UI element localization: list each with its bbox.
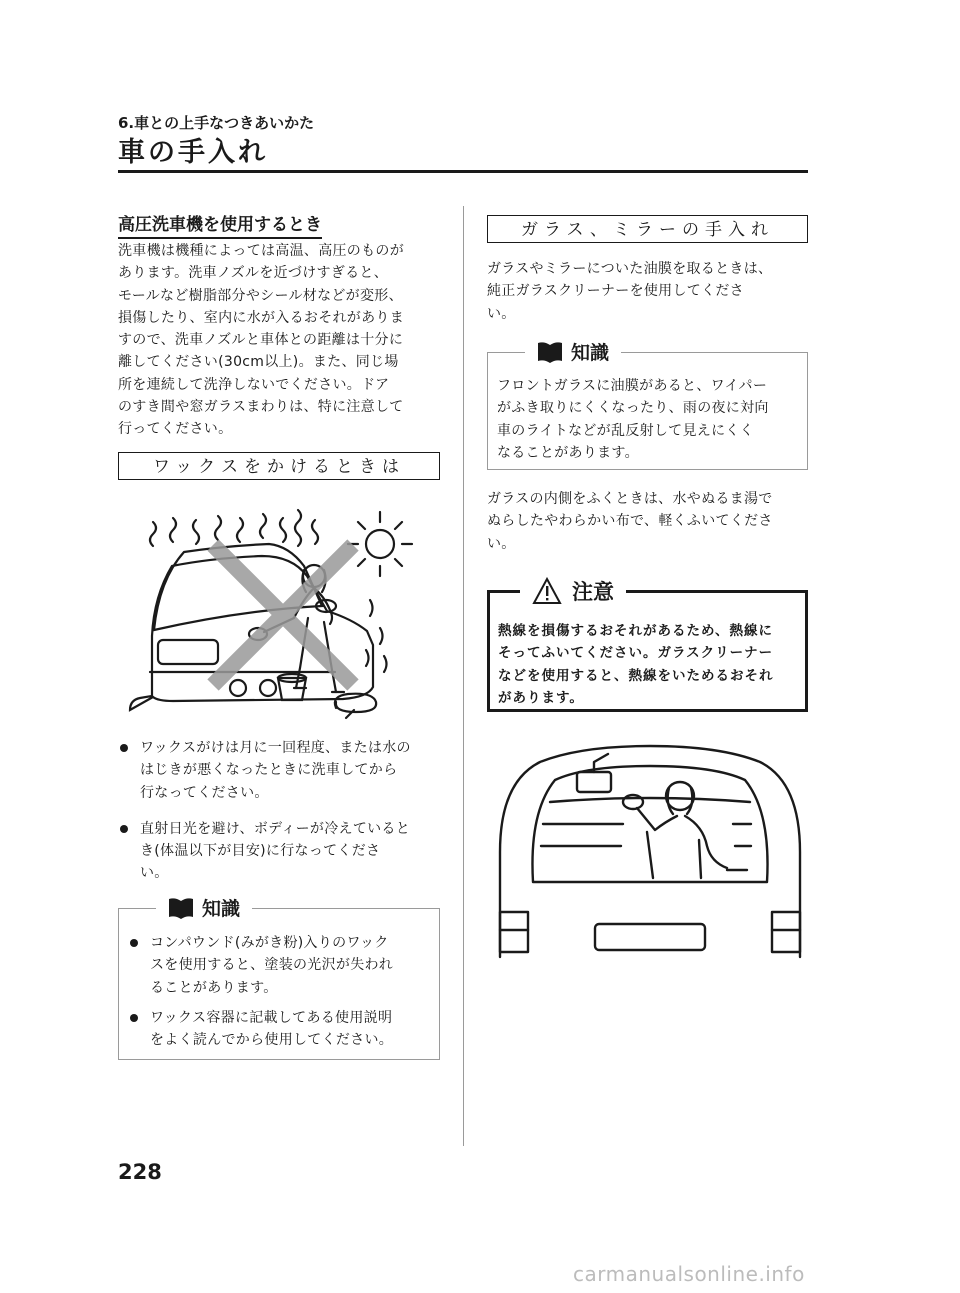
text-line: 損傷したり、室内に水が入るおそれがありま <box>118 309 404 326</box>
text-line: ワックスがけは月に一回程度、または水の <box>140 740 411 756</box>
text-line: い。 <box>487 305 516 322</box>
text-line: スを使用すると、塗装の光沢が失われ <box>150 957 394 974</box>
text-line: き(体温以下が目安)に行なってくださ <box>140 843 381 860</box>
text-line: 直射日光を避け、ボディーが冷えていると <box>140 820 411 837</box>
text-line: のすき間や窓ガラスまわりは、特に注意して <box>118 399 404 416</box>
text-line: をよく読んでから使用してください。 <box>150 1032 394 1049</box>
glass-info-label <box>525 338 621 365</box>
book-icon <box>168 896 194 920</box>
text-line: なることがあります。 <box>497 444 639 461</box>
rear-window-cleaning-illustration <box>495 742 805 960</box>
text-line: ることがあります。 <box>150 979 278 996</box>
text-line: 洗車機は機種によっては高温、高圧のものが <box>118 243 404 259</box>
text-line: 所を連続して洗浄しないでください。ドア <box>118 376 390 393</box>
pressure-washer-heading: 高圧洗車機を使用するとき <box>118 210 322 239</box>
text-line: 離してください(30cm以上)。また、同じ場 <box>118 354 399 371</box>
chapter-heading: 6.車との上手なつきあいかた <box>118 114 315 132</box>
text-line: コンパウンド(みがき粉)入りのワック <box>150 935 389 951</box>
book-icon <box>537 340 563 364</box>
info-label-text: 知識 <box>202 898 241 920</box>
text-line: 熱線を損傷するおそれがあるため、熱線に <box>498 623 773 639</box>
text-line: 車のライトなどが乱反射して見えにくく <box>497 422 754 439</box>
list-item <box>128 1007 433 1052</box>
text-line: がふき取りにくくなったり、雨の夜に対向 <box>497 400 769 417</box>
text-line: い。 <box>487 535 516 552</box>
title-rule <box>118 170 808 173</box>
text-line: モールなど樹脂部分やシール材などが変形、 <box>118 287 403 304</box>
text-line: い。 <box>140 865 169 882</box>
text-line: ガラスの内側をふくときは、水やぬるま湯で <box>487 491 773 507</box>
glass-cleaning-text <box>487 258 812 325</box>
warning-triangle-icon <box>532 577 562 605</box>
text-line: ぬらしたやわらかい布で、軽くふいてくださ <box>487 513 773 530</box>
list-item <box>118 737 448 804</box>
caution-label-text: 注意 <box>572 580 614 604</box>
text-line: すので、洗車ノズルと車体との距離は十分に <box>118 332 404 349</box>
text-line: ガラスやミラーについた油膜を取るときは、 <box>487 261 773 277</box>
bullet-dot <box>120 744 128 752</box>
inner-glass-text <box>487 488 812 555</box>
text-line: 行ってください。 <box>118 421 233 438</box>
wax-prohibited-illustration <box>118 500 448 722</box>
bullet-dot <box>130 939 138 947</box>
watermark: carmanualsonline.info <box>573 1262 805 1286</box>
page-title: 車の手入れ <box>118 137 268 168</box>
caution-text <box>498 620 803 709</box>
glass-info-text <box>497 375 802 464</box>
text-line: ワックス容器に記載してある使用説明 <box>150 1009 393 1026</box>
text-line: そってふいてください。ガラスクリーナー <box>498 645 774 662</box>
column-divider <box>463 206 464 1146</box>
glass-mirror-heading: ガラス、ミラーの手入れ <box>487 215 808 243</box>
wax-heading: ワックスをかけるときは <box>118 452 440 480</box>
list-item <box>128 932 433 999</box>
pressure-washer-text <box>118 240 448 441</box>
text-line: などを使用すると、熱線をいためるおそれ <box>498 667 774 684</box>
text-line: 純正ガラスクリーナーを使用してくださ <box>487 283 744 300</box>
text-line: はじきが悪くなったときに洗車してから <box>140 762 398 779</box>
info-label-text: 知識 <box>571 342 610 364</box>
page-number: 228 <box>118 1160 162 1184</box>
text-line: があります。 <box>498 689 584 706</box>
bullet-dot <box>120 825 128 833</box>
text-line: フロントガラスに油膜があると、ワイパー <box>497 378 768 394</box>
text-line: あります。洗車ノズルを近づけすぎると、 <box>118 265 389 282</box>
wax-info-list <box>128 932 433 1051</box>
wax-bullet-list <box>118 737 448 885</box>
wax-info-label <box>156 894 252 921</box>
text-line: 行なってください。 <box>140 784 269 801</box>
bullet-dot <box>130 1014 138 1022</box>
list-item <box>118 818 448 885</box>
caution-label <box>520 576 626 606</box>
